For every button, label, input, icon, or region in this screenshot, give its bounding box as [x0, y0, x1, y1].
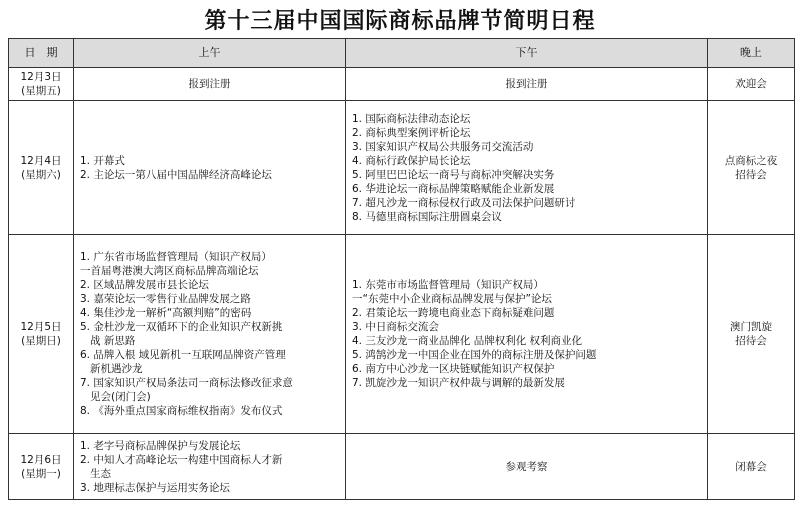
list-item: 2. 中知人才高峰论坛一构建中国商标人才新: [80, 453, 283, 466]
table-row-dec6: [9, 434, 795, 500]
evening-line: 澳门凯旋: [730, 321, 772, 333]
schedule-table: [8, 38, 795, 500]
list-item: 8. 《海外重点国家商标维权指南》发布仪式: [80, 405, 283, 417]
list-item: 1. 开幕式: [80, 154, 125, 167]
date-label: 12月6日: [20, 453, 62, 466]
list-item: 新机遇沙龙: [90, 363, 143, 375]
weekday-label: (星期五): [21, 85, 61, 97]
list-item: 2. 区域品牌发展市县长论坛: [80, 279, 209, 291]
list-item: 2. 商标典型案例评析论坛: [352, 126, 471, 139]
list-item: 2. 君策论坛一跨境电商业态下商标疑难问题: [352, 307, 555, 319]
date-cell: [9, 235, 74, 434]
weekday-label: (星期日): [21, 335, 61, 347]
table-row-dec3: [9, 68, 795, 101]
list-item: 一“东莞中小企业商标品牌发展与保护”论坛: [352, 293, 552, 305]
morning-cell: [74, 235, 346, 434]
list-item: 3. 中日商标交流会: [352, 321, 439, 333]
list-item: 8. 马德里商标国际注册圆桌会议: [352, 210, 502, 223]
list-item: 1. 老字号商标品牌保护与发展论坛: [80, 439, 241, 452]
list-item: 6. 华进论坛一商标品牌策略赋能企业新发展: [352, 182, 555, 195]
list-item: 1. 东莞市市场监督管理局（知识产权局）: [352, 279, 544, 291]
list-item: 3. 国家知识产权局公共服务司交流活动: [352, 140, 534, 153]
evening-line: 招待会: [735, 168, 767, 181]
afternoon-cell: [346, 101, 708, 235]
date-label: 12月4日: [20, 154, 62, 167]
evening-cell: [708, 235, 795, 434]
list-item: 4. 三友沙龙一商业品牌化 品牌权利化 权利商业化: [352, 335, 583, 347]
morning-cell: [74, 434, 346, 500]
list-item: 4. 商标行政保护局长论坛: [352, 154, 471, 167]
evening-cell: 闭幕会: [708, 434, 795, 500]
evening-line: 招待会: [735, 335, 767, 347]
header-afternoon: 下午: [346, 39, 708, 68]
morning-cell: [74, 101, 346, 235]
list-item: 生态: [90, 467, 111, 480]
list-item: 6. 品牌入根 域见新机一互联网品牌资产管理: [80, 349, 286, 361]
date-label: 12月3日: [20, 71, 62, 83]
list-item: 3. 地理标志保护与运用实务论坛: [80, 481, 230, 494]
list-item: 7. 凯旋沙龙一知识产权仲裁与调解的最新发展: [352, 377, 565, 389]
list-item: 见会(闭门会): [90, 391, 151, 403]
list-item: 7. 国家知识产权局条法司一商标法修改征求意: [80, 377, 293, 389]
table-row-dec4: [9, 101, 795, 235]
list-item: 1. 广东省市场监督管理局（知识产权局）: [80, 251, 272, 263]
date-cell: [9, 101, 74, 235]
table-row-dec5: [9, 235, 795, 434]
list-item: 5. 鸿鹄沙龙一中国企业在国外的商标注册及保护问题: [352, 349, 597, 361]
list-item: 3. 嘉荣论坛一零售行业品牌发展之路: [80, 293, 251, 305]
header-row: [9, 39, 795, 68]
header-date: 日 期: [9, 39, 74, 68]
afternoon-cell: 参观考察: [346, 434, 708, 500]
list-item: 7. 超凡沙龙一商标侵权行政及司法保护问题研讨: [352, 196, 576, 209]
list-item: 4. 集佳沙龙一解析“高额判赔”的密码: [80, 307, 252, 319]
list-item: 2. 主论坛一第八届中国品牌经济高峰论坛: [80, 168, 272, 181]
evening-cell: [708, 101, 795, 235]
date-cell: [9, 434, 74, 500]
header-morning: 上午: [74, 39, 346, 68]
list-item: 5. 阿里巴巴论坛一商号与商标冲突解决实务: [352, 168, 555, 181]
weekday-label: (星期六): [21, 168, 61, 181]
list-item: 6. 南方中心沙龙一区块链赋能知识产权保护: [352, 363, 555, 375]
afternoon-cell: 报到注册: [346, 68, 708, 101]
list-item: 1. 国际商标法律动态论坛: [352, 112, 471, 125]
list-item: 战 新思路: [90, 335, 136, 347]
evening-line: 点商标之夜: [724, 154, 778, 167]
evening-cell: 欢迎会: [708, 68, 795, 101]
page-title: 第十三届中国国际商标品牌节简明日程: [204, 9, 596, 34]
header-evening: 晚上: [708, 39, 795, 68]
list-item: 5. 金杜沙龙一双循环下的企业知识产权新挑: [80, 321, 283, 333]
list-item: 一首届粤港澳大湾区商标品牌高端论坛: [80, 265, 259, 277]
date-label: 12月5日: [20, 321, 62, 333]
weekday-label: (星期一): [21, 467, 61, 480]
date-cell: [9, 68, 74, 101]
afternoon-cell: [346, 235, 708, 434]
morning-cell: 报到注册: [74, 68, 346, 101]
